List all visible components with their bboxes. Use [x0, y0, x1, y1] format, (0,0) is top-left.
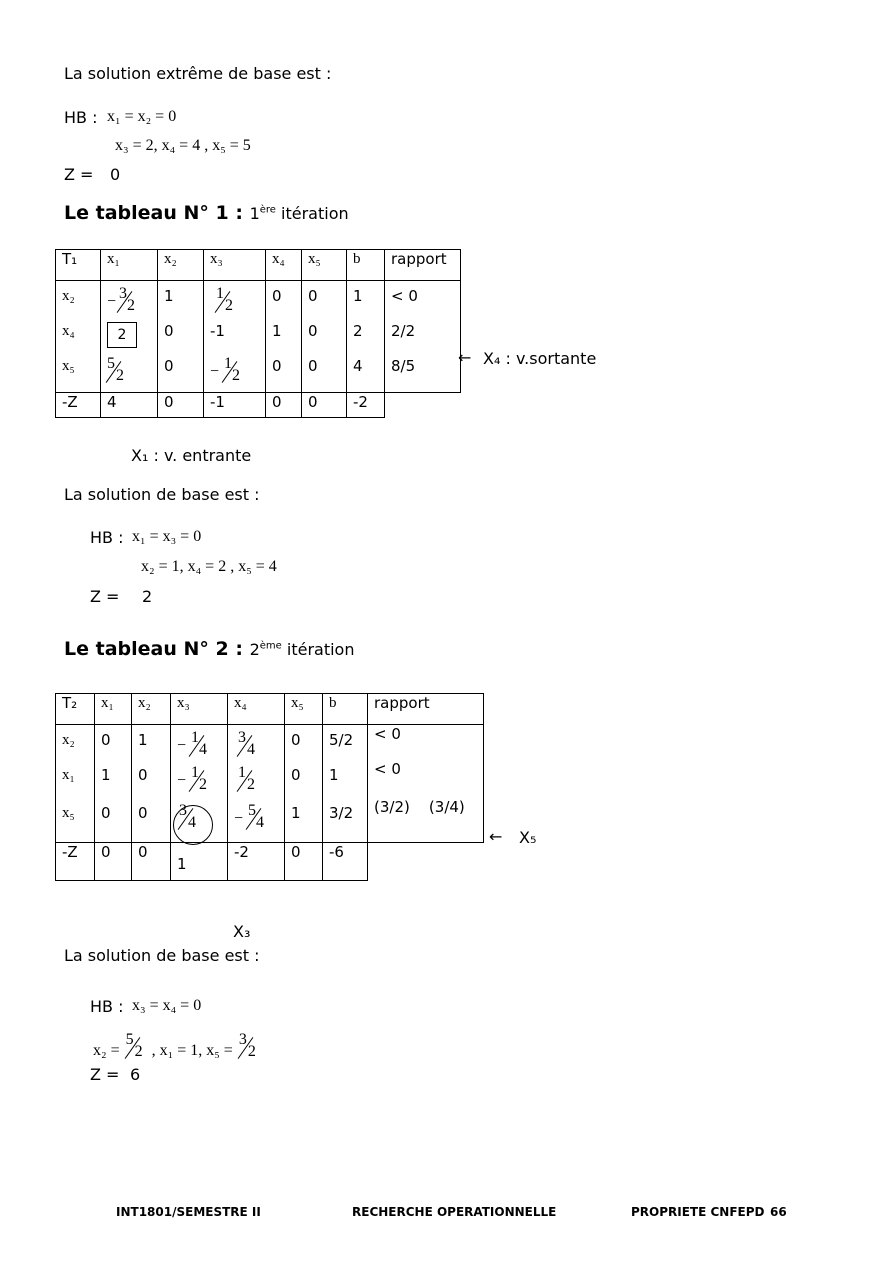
t2-h1: x₁	[95, 694, 132, 725]
t1-z2: 0	[158, 393, 204, 418]
z-value-2: 6	[130, 1065, 141, 1084]
t2-z4: -2	[228, 843, 285, 881]
t2-z1: 0	[95, 843, 132, 881]
z-label-1: Z =	[90, 587, 120, 606]
hb-line1-0: x₁ = x₂ = 0	[107, 108, 177, 125]
pivot-circle	[173, 805, 213, 845]
t1-z0: -Z	[56, 393, 101, 418]
sol2-intro: La solution de base est :	[64, 946, 260, 965]
t2-z2: 0	[132, 843, 171, 881]
z-label-2: Z =	[90, 1065, 120, 1084]
x3-label: X₃	[233, 922, 251, 941]
x5-arrow-label: X₅	[519, 828, 537, 847]
t1-rapport-col: < 0 2/2 8/5	[385, 281, 461, 393]
hb-label-1: HB :	[90, 528, 124, 547]
t2-h6: b	[323, 694, 368, 725]
t1-x5-col: 0 0 0	[302, 281, 347, 393]
t1-z5: 0	[302, 393, 347, 418]
t1-basis-col: x₂ x₄ x₅	[56, 281, 101, 393]
t2-z0: -Z	[56, 843, 95, 881]
t2-z5: 0	[285, 843, 323, 881]
t1-z3: -1	[204, 393, 266, 418]
t2-h2: x₂	[132, 694, 171, 725]
t1-x4-col: 0 1 0	[266, 281, 302, 393]
footer-left: INT1801/SEMESTRE II	[116, 1205, 261, 1219]
t1-h0: T₁	[56, 250, 101, 281]
t2-z3: 1	[171, 843, 228, 881]
hb-line2-2: x₂ = 5 2 , x₁ = 1, x₅ = 3 2	[93, 1031, 256, 1060]
t2-x3-col: − 1 4 − 1 2 3 4	[171, 725, 228, 843]
t1-z1: 4	[101, 393, 158, 418]
sol1-intro: La solution de base est :	[64, 485, 260, 504]
t1-h7: rapport	[385, 250, 461, 281]
t2-h7: rapport	[368, 694, 484, 725]
intro-text: La solution extrême de base est :	[64, 64, 332, 83]
t1-b-col: 1 2 4	[347, 281, 385, 393]
t2-h3: x₃	[171, 694, 228, 725]
t2-rapport-col: < 0 < 0 (3/2) (3/4)	[368, 725, 484, 843]
tableau-2-heading: Le tableau N° 2 : 2ème itération	[64, 638, 355, 660]
page-number: 66	[770, 1205, 787, 1219]
hb-label-2: HB :	[90, 997, 124, 1016]
t2-b-col: 5/2 1 3/2	[323, 725, 368, 843]
t1-z6: -2	[347, 393, 385, 418]
sortante-label: X₄ : v.sortante	[483, 349, 597, 368]
t1-h5: x₅	[302, 250, 347, 281]
t2-z6: -6	[323, 843, 368, 881]
left-arrow-icon: ←	[458, 348, 472, 367]
t1-h3: x₃	[204, 250, 266, 281]
hb-line2-1: x₂ = 1, x₄ = 2 , x₅ = 4	[141, 558, 277, 575]
tableau-1-heading: Le tableau N° 1 : 1ère itération	[64, 202, 349, 224]
simplex-table-2	[55, 693, 484, 881]
hb-line2-0: x₃ = 2, x₄ = 4 , x₅ = 5	[115, 137, 251, 154]
simplex-table-1	[55, 249, 461, 418]
footer-center: RECHERCHE OPERATIONNELLE	[352, 1205, 557, 1219]
t1-x2-col: 1 0 0	[158, 281, 204, 393]
hb-line1-2: x₃ = x₄ = 0	[132, 997, 202, 1014]
entrante-label: X₁ : v. entrante	[131, 446, 252, 465]
t2-x4-col: 3 4 1 2 − 5 4	[228, 725, 285, 843]
left-arrow-icon-2: ←	[489, 827, 503, 846]
z-label-0: Z =	[64, 165, 94, 184]
t2-h4: x₄	[228, 694, 285, 725]
t1-z4: 0	[266, 393, 302, 418]
t1-h4: x₄	[266, 250, 302, 281]
t2-x1-col: 0 1 0	[95, 725, 132, 843]
t1-h1: x₁	[101, 250, 158, 281]
hb-label-0: HB :	[64, 108, 98, 127]
t2-x5-col: 0 0 1	[285, 725, 323, 843]
t1-h2: x₂	[158, 250, 204, 281]
hb-line1-1: x₁ = x₃ = 0	[132, 528, 202, 545]
t1-h6: b	[347, 250, 385, 281]
t1-x1-col: − 3 2 2 5 2	[101, 281, 158, 393]
t2-h0: T₂	[56, 694, 95, 725]
pivot-element: 2	[107, 322, 137, 348]
z-value-0: 0	[110, 165, 121, 184]
t2-x2-col: 1 0 0	[132, 725, 171, 843]
t2-basis-col: x₂ x₁ x₅	[56, 725, 95, 843]
t2-h5: x₅	[285, 694, 323, 725]
z-value-1: 2	[142, 587, 153, 606]
t1-x3-col: 1 2 -1 − 1 2	[204, 281, 266, 393]
footer-right: PROPRIETE CNFEPD	[631, 1205, 765, 1219]
